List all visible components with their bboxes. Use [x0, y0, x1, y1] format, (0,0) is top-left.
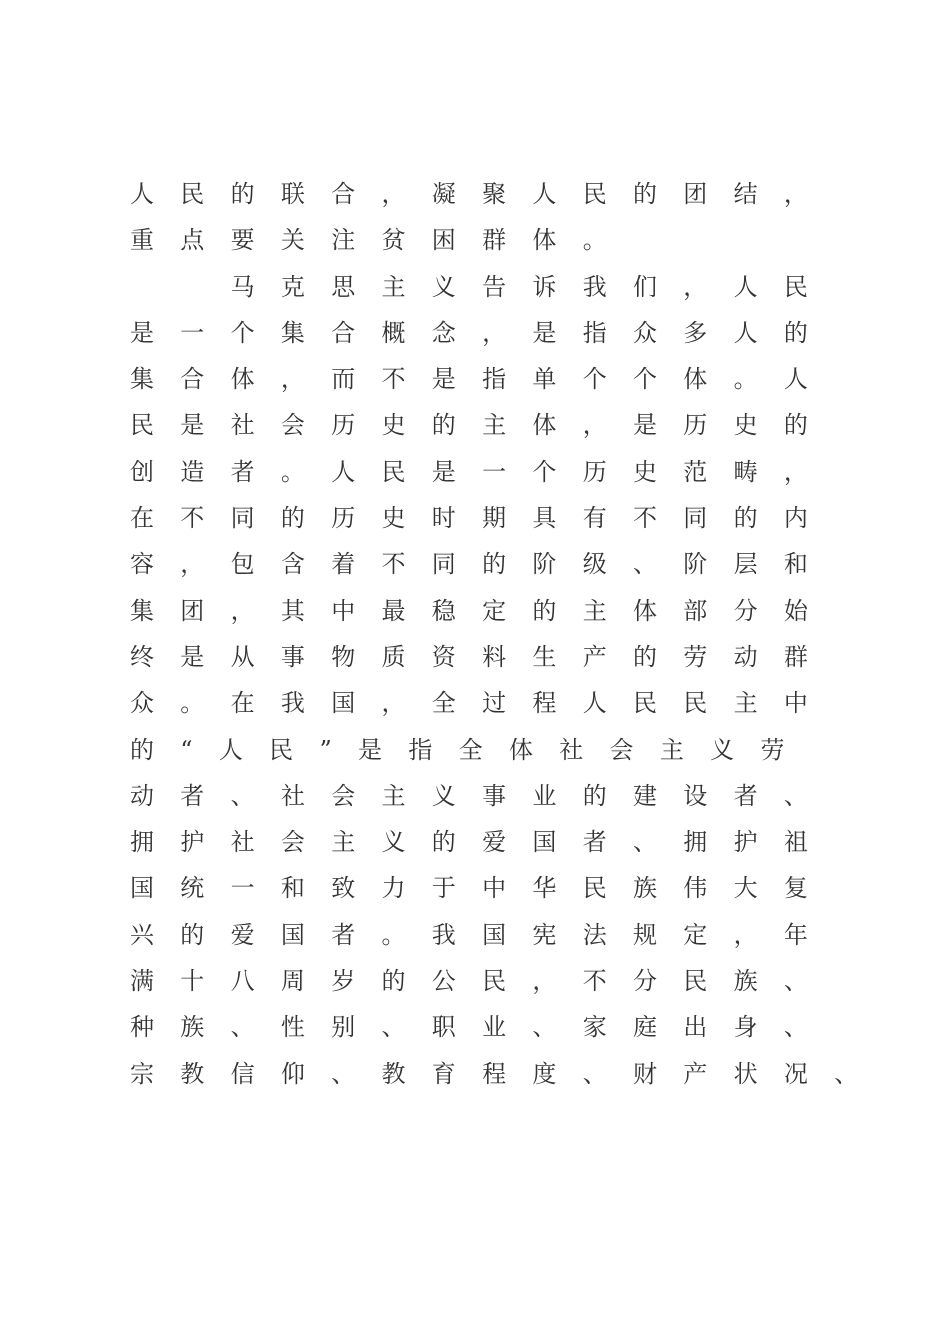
text-line: 宗教信仰、教育程度、财产状况、: [130, 1059, 885, 1088]
text-line: 人民的联合，凝聚人民的团结，: [130, 180, 835, 208]
paragraph-start-line: 马克思主义告诉我们，人民: [130, 272, 835, 301]
text-line: 重点要关注贫困群体。: [130, 226, 633, 255]
text-line: 容，包含着不同的阶级、阶层和: [130, 550, 835, 579]
text-line: 在不同的历史时期具有不同的内: [130, 504, 835, 533]
text-line: 动者、社会主义事业的建设者、: [130, 781, 835, 810]
text-line: 民是社会历史的主体，是历史的: [130, 411, 835, 440]
text-line: 集合体，而不是指单个个体。人: [130, 365, 835, 394]
text-line: 拥护社会主义的爱国者、拥护祖: [130, 828, 835, 857]
text-line: 国统一和致力于中华民族伟大复: [130, 874, 835, 903]
text-line: 兴的爱国者。我国宪法规定，年: [130, 920, 835, 949]
text-line: 种族、性别、职业、家庭出身、: [130, 1013, 835, 1042]
text-line: 众。在我国，全过程人民民主中: [130, 689, 835, 718]
text-line: 是一个集合概念，是指众多人的: [130, 318, 835, 347]
text-line: 集团，其中最稳定的主体部分始: [130, 596, 835, 625]
text-line: 创造者。人民是一个历史范畴，: [130, 457, 835, 486]
text-line: 终是从事物质资料生产的劳动群: [130, 642, 835, 671]
text-line: 满十八周岁的公民，不分民族、: [130, 967, 835, 996]
body-text: [130, 171, 885, 1097]
text-line: 的“人民”是指全体社会主义劳: [130, 735, 811, 764]
